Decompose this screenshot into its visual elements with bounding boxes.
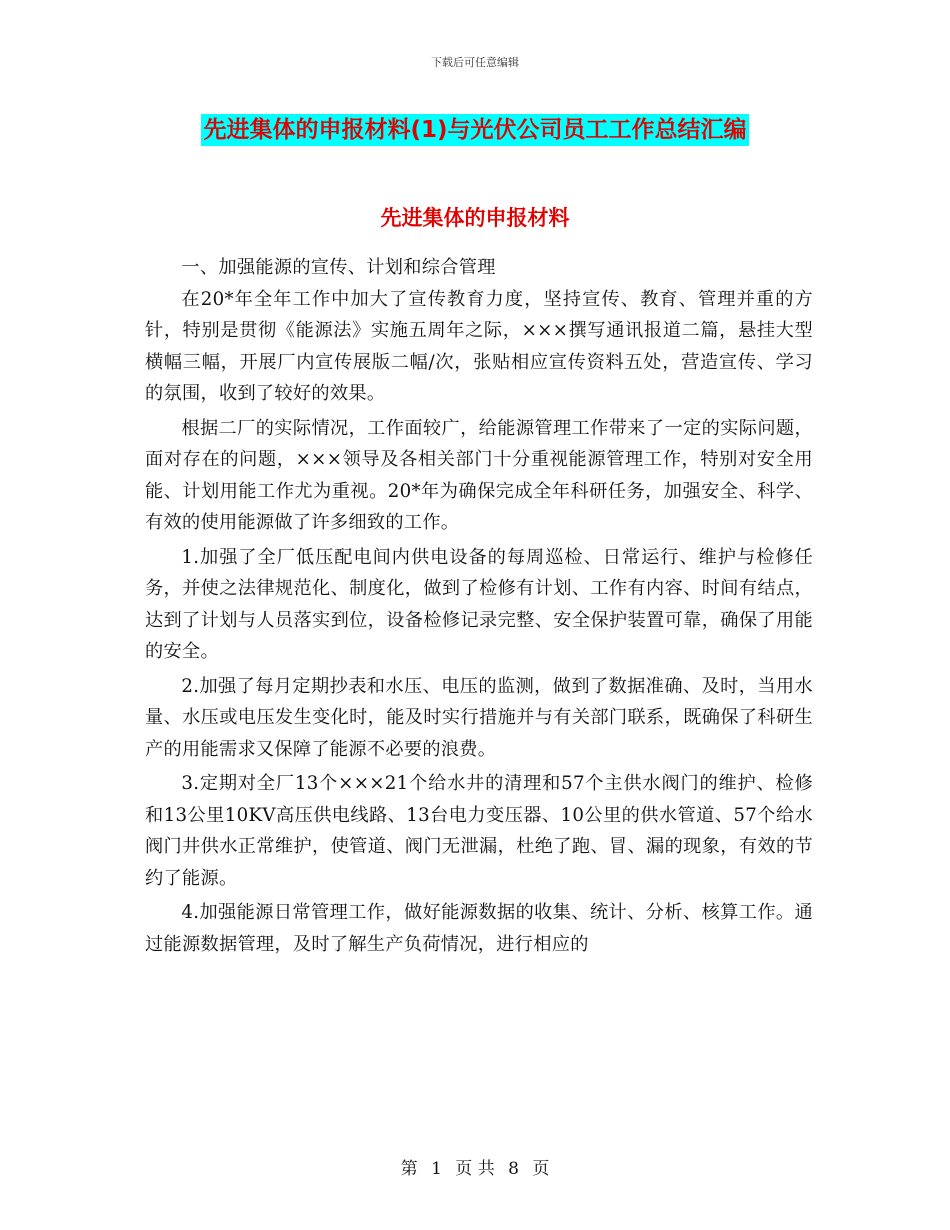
paragraph-3: 1.加强了全厂低压配电间内供电设备的每周巡检、日常运行、维护与检修任务，并使之法律规范化、制度化，做到了检修有计划、工作有内容、时间有结点，达到了计划与人员落实到位，设备检修记录完整、安全保护装置可靠，确保了用能的安全。 xyxy=(145,546,813,662)
header-note: 下载后可任意编辑 xyxy=(431,56,519,69)
paragraph-2: 根据二厂的实际情况，工作面较广，给能源管理工作带来了一定的实际问题，面对存在的问题，×××领导及各相关部门十分重视能源管理工作，特别对安全用能、计划用能工作尤为重视。20*年为确保完成全年科研任务，加强安全、科学、有效的使用能源做了许多细致的工作。 xyxy=(145,417,813,533)
footer-total-pages: 8 xyxy=(508,1159,519,1179)
paragraph-4: 2.加强了每月定期抄表和水压、电压的监测，做到了数据准确、及时，当用水量、水压或电压发生变化时，能及时实行措施并与有关部门联系，既确保了科研生产的用能需求又保障了能源不必要的浪费。 xyxy=(145,675,813,760)
section-heading: 一、加强能源的宣传、计划和综合管理 xyxy=(181,257,496,278)
paragraph-6: 4.加强能源日常管理工作，做好能源数据的收集、统计、分析、核算工作。通过能源数据管理，及时了解生产负荷情况，进行相应的 xyxy=(145,902,813,955)
footer-suffix: 页 xyxy=(532,1159,550,1179)
footer-page-number: 1 xyxy=(431,1159,442,1179)
footer-prefix: 第 xyxy=(400,1159,418,1179)
paragraph-5: 3.定期对全厂13个×××21个给水井的清理和57个主供水阀门的维护、检修和13公里10KV高压供电线路、13台电力变压器、10公里的供水管道、57个给水阀门井供水正常维护，使管道、阀门无泄漏，杜绝了跑、冒、漏的现象，有效的节约了能源。 xyxy=(145,773,813,889)
footer-mid: 页 共 xyxy=(455,1159,495,1179)
sub-title: 先进集体的申报材料 xyxy=(380,206,570,230)
page-footer xyxy=(0,1154,950,1179)
main-title-wrap xyxy=(0,114,950,146)
main-title: 先进集体的申报材料(1)与光伏公司员工工作总结汇编 xyxy=(201,114,748,146)
document-body xyxy=(145,252,813,963)
paragraph-1: 在20*年全年工作中加大了宣传教育力度，坚持宣传、教育、管理并重的方针，特别是贯彻《能源法》实施五周年之际，×××撰写通讯报道二篇，悬挂大型横幅三幅，开展厂内宣传展版二幅/次，张贴相应宣传资料五处，营造宣传、学习的氛围，收到了较好的效果。 xyxy=(145,288,813,404)
